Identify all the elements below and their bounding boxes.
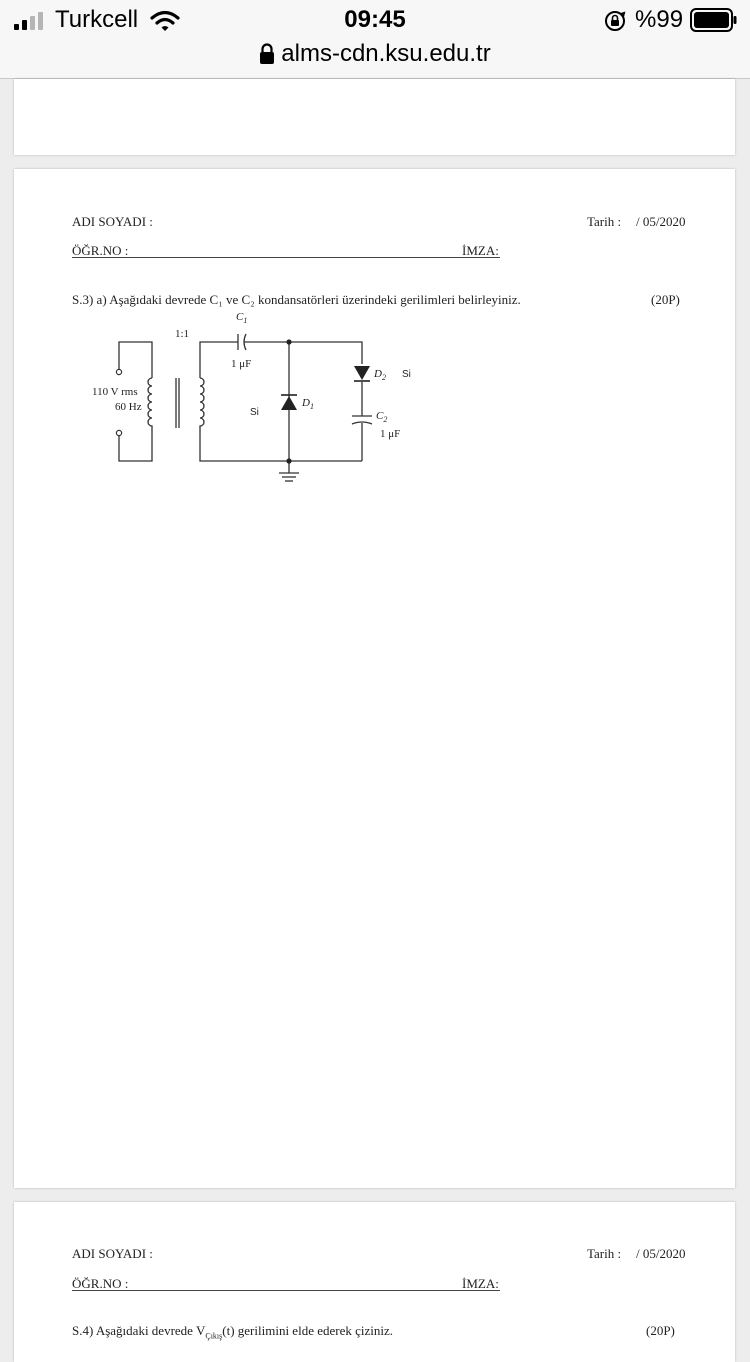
carrier-name: Turkcell [55, 6, 139, 33]
input-terminal-top [116, 369, 121, 374]
circuit-diagram [72, 306, 412, 491]
node-ground [286, 458, 291, 463]
name-label: ADI SOYADI : [72, 214, 153, 229]
student-no-label: ÖĞR.NO : [72, 243, 129, 258]
clock: 09:45 [344, 6, 406, 33]
c1-label: $C_1$ [236, 311, 248, 325]
battery-percent: %99 [635, 6, 684, 33]
question-3-text: S.3) a) Aşağıdaki devrede C₁ ve C₂ kondansatörleri üzerindeki gerilimleri belirleyiniz. [72, 292, 521, 307]
question-4-points: (20P) [646, 1323, 675, 1338]
pdf-page-next [14, 1202, 735, 1362]
date-label: Tarih : [587, 214, 622, 229]
turns-ratio-label: 1:1 [175, 328, 190, 340]
student-no-label: ÖĞR.NO : [72, 1276, 129, 1291]
source-voltage-label: 110 V rms [92, 386, 138, 398]
d1-material: Si [250, 407, 259, 418]
address-bar[interactable] [0, 40, 750, 79]
pdf-page-previous [14, 79, 735, 155]
c1-value: 1 μF [231, 358, 252, 370]
question-3-points: (20P) [651, 292, 680, 307]
battery-icon [690, 8, 738, 32]
d2-material: Si [402, 369, 411, 380]
c2-label: $C_2$ [376, 410, 388, 424]
date-value: / 05/2020 [636, 1246, 686, 1261]
input-terminal-bottom [116, 430, 121, 435]
c2-value: 1 μF [380, 428, 401, 440]
diode-d2-symbol [354, 366, 370, 380]
d1-label: $D_1$ [302, 397, 314, 411]
date-value: / 05/2020 [636, 214, 686, 229]
date-label: Tarih : [587, 1246, 622, 1261]
node-top [286, 339, 291, 344]
student-no-line [72, 257, 500, 258]
pdf-page-current [14, 169, 735, 1188]
circuit-wires [119, 334, 372, 481]
signature-label: İMZA: [462, 1276, 499, 1291]
rotation-lock-icon [603, 9, 627, 33]
diode-d1-symbol [281, 396, 297, 410]
lock-icon [259, 43, 275, 65]
signature-label: İMZA: [462, 243, 499, 258]
name-label: ADI SOYADI : [72, 1246, 153, 1261]
source-frequency-label: 60 Hz [115, 401, 142, 413]
status-bar [0, 0, 750, 40]
student-no-line [72, 1290, 500, 1291]
d2-label: $D_2$ [374, 368, 386, 382]
question-4-text: S.4) Aşağıdaki devrede $V_{Çıkış}(t)$ gerilimini elde ederek çiziniz. [72, 1323, 393, 1341]
url-text[interactable]: alms-cdn.ksu.edu.tr [281, 40, 491, 67]
